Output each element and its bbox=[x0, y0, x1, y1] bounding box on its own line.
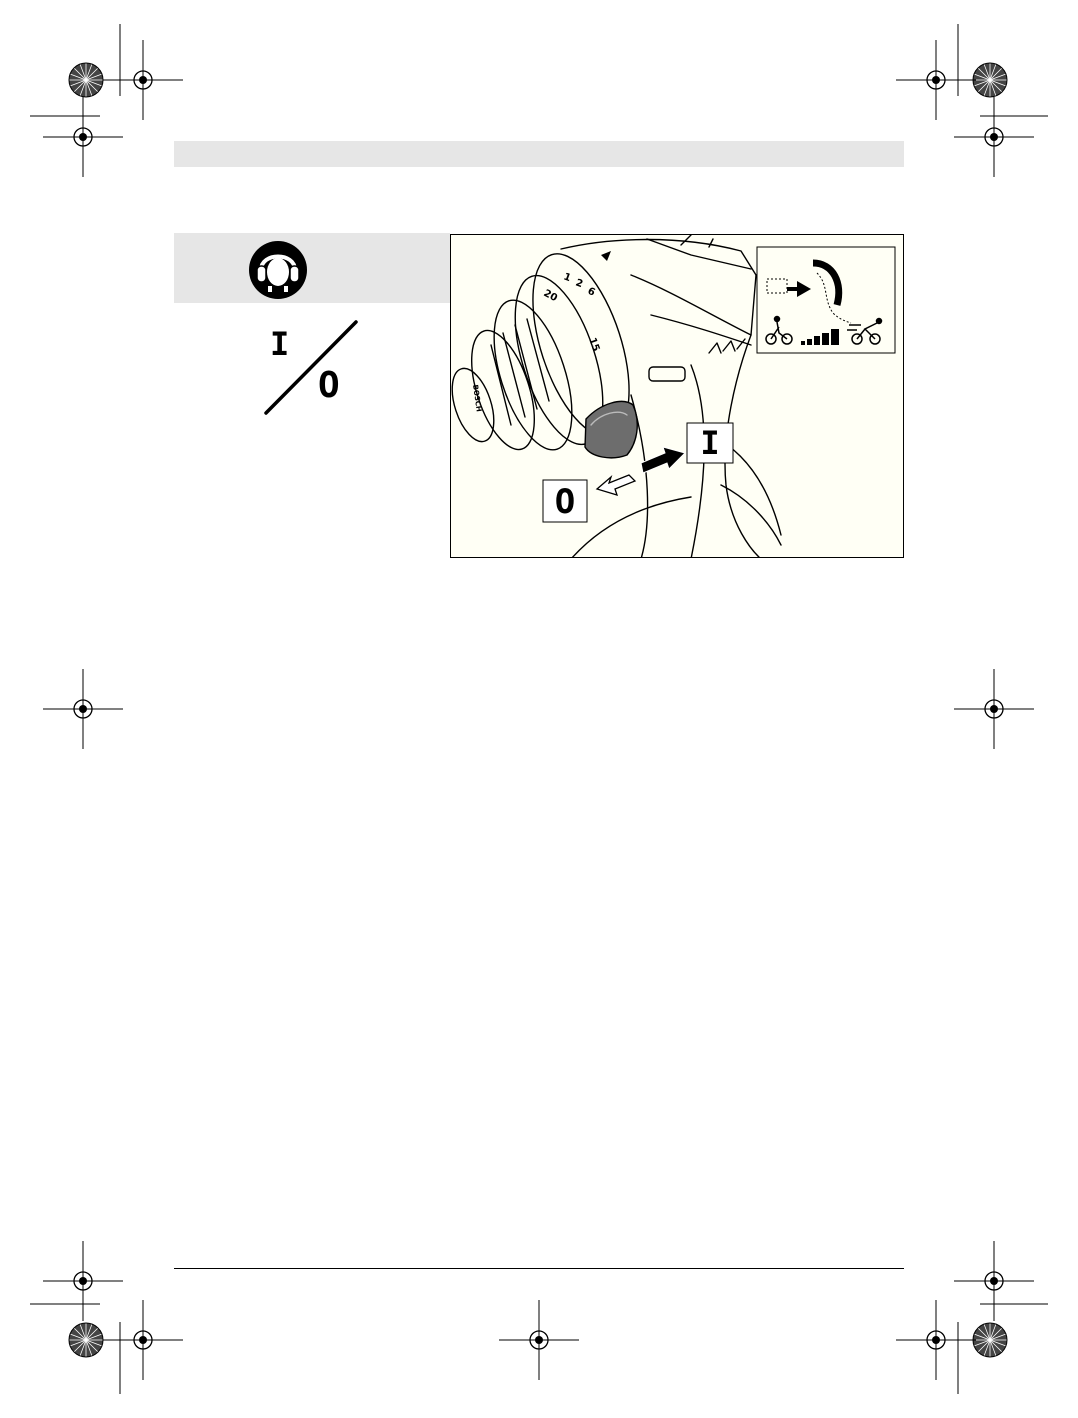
torque-number: 6 bbox=[585, 285, 597, 299]
footer-rule bbox=[174, 1268, 904, 1269]
ear-protection-icon bbox=[248, 240, 308, 300]
on-label: I bbox=[270, 325, 290, 363]
drill-figure bbox=[450, 234, 904, 558]
torque-markings bbox=[471, 271, 601, 412]
press-arrow-icon bbox=[641, 447, 685, 473]
torque-number: 15 bbox=[586, 336, 602, 354]
on-off-symbol bbox=[262, 318, 362, 418]
off-callout-label: O bbox=[554, 482, 576, 522]
direction-marker bbox=[601, 251, 611, 261]
torque-number: 20 bbox=[541, 287, 560, 305]
chuck-brand: BOSCH bbox=[471, 384, 483, 413]
on-callout-label: I bbox=[700, 424, 720, 462]
drill-illustration bbox=[451, 235, 904, 558]
hearing-protection-panel bbox=[174, 233, 450, 303]
release-arrow-icon bbox=[597, 475, 635, 495]
header-bar bbox=[174, 141, 904, 167]
torque-number: 2 bbox=[573, 277, 585, 291]
speed-inset bbox=[757, 247, 895, 353]
torque-number: 1 bbox=[561, 271, 573, 285]
off-label: O bbox=[318, 365, 340, 406]
